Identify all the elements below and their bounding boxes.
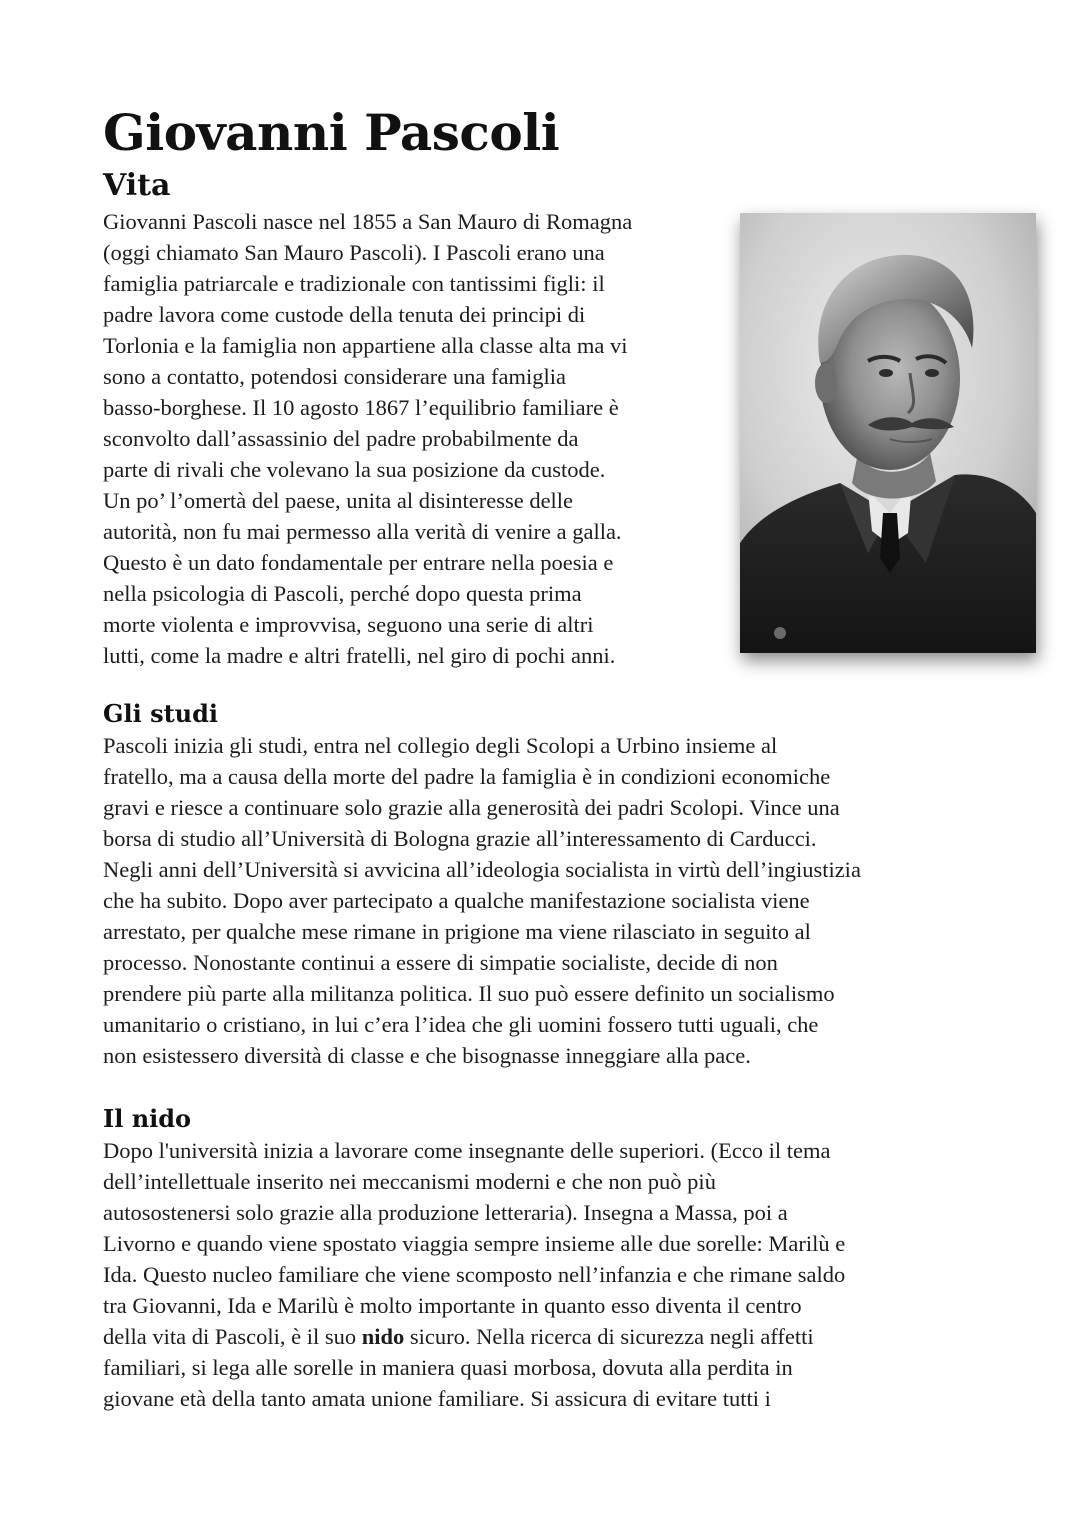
text-line: Giovanni Pascoli nasce nel 1855 a San Mauro di Romagna bbox=[103, 209, 633, 234]
text-line: borsa di studio all’Università di Bologna grazie all’interessamento di Carducci. bbox=[103, 826, 817, 851]
text-line: Pascoli inizia gli studi, entra nel collegio degli Scolopi a Urbino insieme al bbox=[103, 733, 778, 758]
portrait-illustration bbox=[740, 213, 1036, 653]
text-line-with-emphasis bbox=[103, 1321, 983, 1352]
text-line: sono a contatto, potendosi considerare una famiglia bbox=[103, 364, 566, 389]
nido-paragraph bbox=[103, 1135, 983, 1414]
text-line: arrestato, per qualche mese rimane in prigione ma viene rilasciato in seguito al bbox=[103, 919, 811, 944]
text-line: sconvolto dall’assassinio del padre probabilmente da bbox=[103, 426, 579, 451]
text-line: lutti, come la madre e altri fratelli, nel giro di pochi anni. bbox=[103, 643, 616, 668]
text-line: tra Giovanni, Ida e Marilù è molto importante in quanto esso diventa il centro bbox=[103, 1293, 802, 1318]
text-line: parte di rivali che volevano la sua posizione da custode. bbox=[103, 457, 606, 482]
section-heading-studi: Gli studi bbox=[103, 699, 219, 728]
text-line: Dopo l'università inizia a lavorare come insegnante delle superiori. (Ecco il tema bbox=[103, 1138, 831, 1163]
studi-paragraph bbox=[103, 730, 983, 1071]
text-line: Ida. Questo nucleo familiare che viene scomposto nell’infanzia e che rimane saldo bbox=[103, 1262, 846, 1287]
emphasis-nido: nido bbox=[361, 1324, 405, 1349]
portrait-photo bbox=[740, 213, 1036, 653]
text-line: famiglia patriarcale e tradizionale con tantissimi figli: il bbox=[103, 271, 605, 296]
text-line: familiari, si lega alle sorelle in maniera quasi morbosa, dovuta alla perdita in bbox=[103, 1355, 793, 1380]
text-line: dell’intellettuale inserito nei meccanismi moderni e che non può più bbox=[103, 1169, 716, 1194]
text-line: gravi e riesce a continuare solo grazie alla generosità dei padri Scolopi. Vince una bbox=[103, 795, 840, 820]
page-title: Giovanni Pascoli bbox=[103, 103, 560, 162]
vita-paragraph bbox=[103, 206, 728, 671]
text-line: non esistessero diversità di classe e che bisognasse inneggiare alla pace. bbox=[103, 1043, 751, 1068]
section-heading-nido: Il nido bbox=[103, 1104, 192, 1133]
text-line: fratello, ma a causa della morte del padre la famiglia è in condizioni economiche bbox=[103, 764, 831, 789]
text-line: Livorno e quando viene spostato viaggia sempre insieme alle due sorelle: Marilù e bbox=[103, 1231, 846, 1256]
text-line: (oggi chiamato San Mauro Pascoli). I Pascoli erano una bbox=[103, 240, 605, 265]
text-line: giovane età della tanto amata unione familiare. Si assicura di evitare tutti i bbox=[103, 1386, 771, 1411]
text-line: padre lavora come custode della tenuta dei principi di bbox=[103, 302, 586, 327]
text-line: autorità, non fu mai permesso alla verità di venire a galla. bbox=[103, 519, 622, 544]
text-line: umanitario o cristiano, in lui c’era l’idea che gli uomini fossero tutti uguali, che bbox=[103, 1012, 819, 1037]
text-line: Negli anni dell’Università si avvicina all’ideologia socialista in virtù dell’ingiustizia bbox=[103, 857, 861, 882]
text-line: che ha subito. Dopo aver partecipato a qualche manifestazione socialista viene bbox=[103, 888, 810, 913]
text-line: processo. Nonostante continui a essere di simpatie socialiste, decide di non bbox=[103, 950, 778, 975]
text-segment: sicuro. Nella ricerca di sicurezza negli affetti bbox=[404, 1324, 814, 1349]
text-line: autosostenersi solo grazie alla produzione letteraria). Insegna a Massa, poi a bbox=[103, 1200, 788, 1225]
text-line: nella psicologia di Pascoli, perché dopo questa prima bbox=[103, 581, 582, 606]
text-segment: della vita di Pascoli, è il suo bbox=[103, 1324, 362, 1349]
text-line: basso-borghese. Il 10 agosto 1867 l’equilibrio familiare è bbox=[103, 395, 619, 420]
vita-section bbox=[103, 206, 983, 668]
document-page bbox=[103, 100, 983, 1414]
text-line: prendere più parte alla militanza politica. Il suo può essere definito un socialismo bbox=[103, 981, 835, 1006]
text-line: Questo è un dato fondamentale per entrare nella poesia e bbox=[103, 550, 614, 575]
section-heading-vita: Vita bbox=[103, 168, 171, 203]
text-line: Un po’ l’omertà del paese, unita al disinteresse delle bbox=[103, 488, 574, 513]
text-line: Torlonia e la famiglia non appartiene alla classe alta ma vi bbox=[103, 333, 628, 358]
text-line: morte violenta e improvvisa, seguono una serie di altri bbox=[103, 612, 594, 637]
